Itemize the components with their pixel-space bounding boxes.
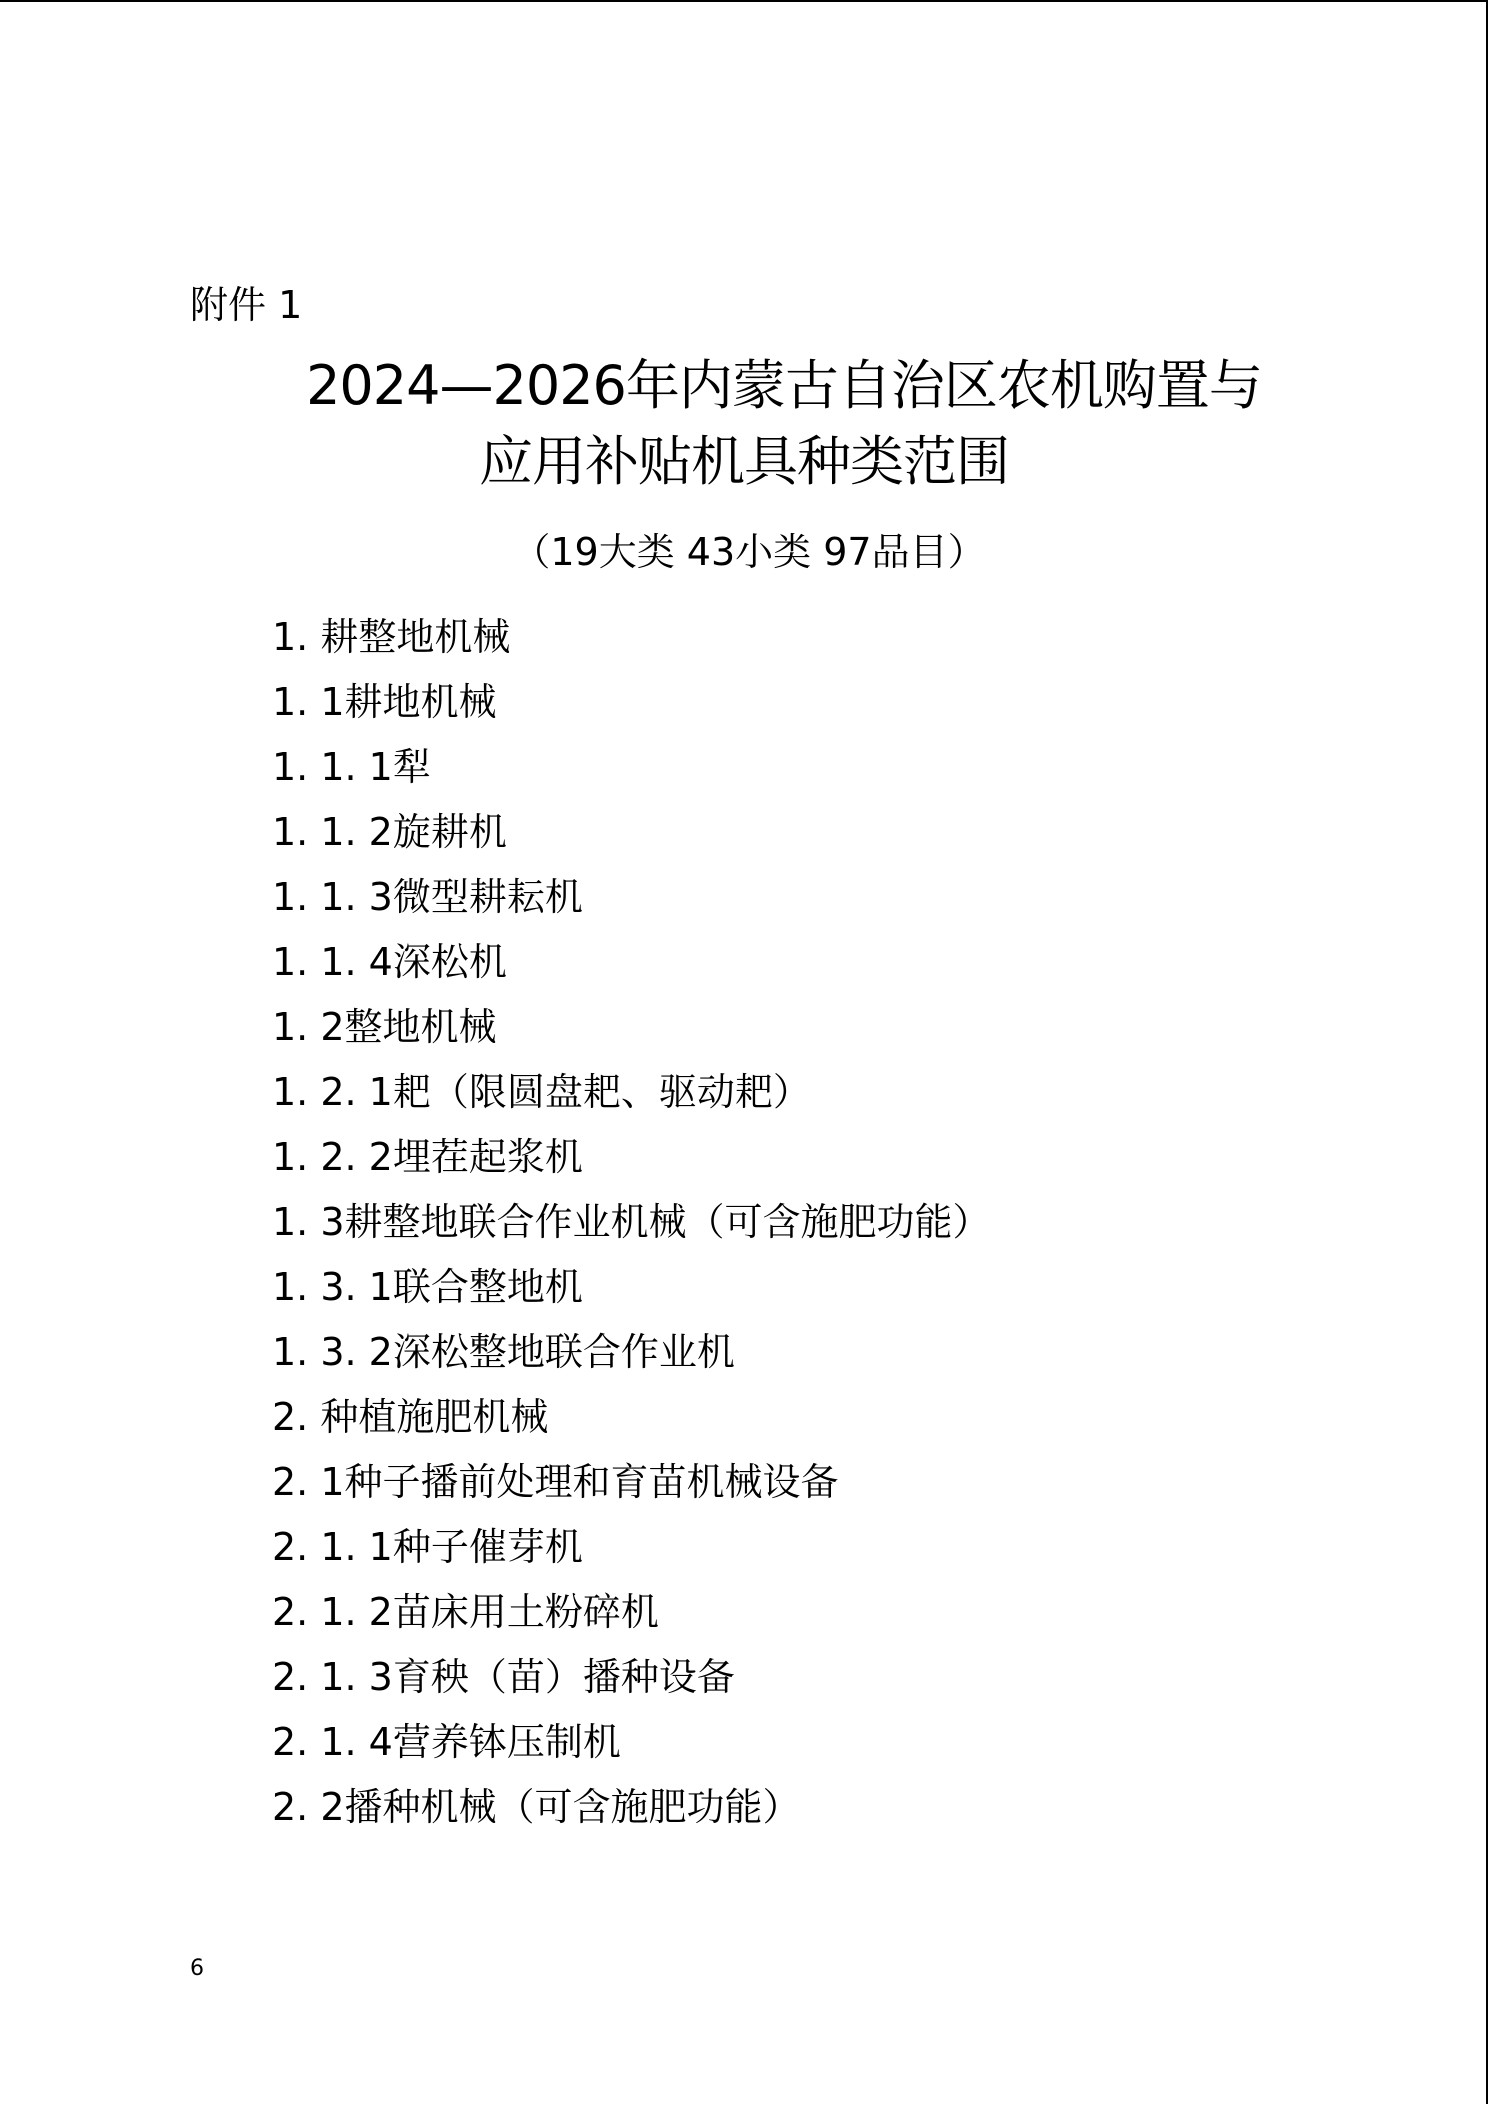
document-title (0, 348, 1488, 500)
attachment-label: 附件 1 (190, 283, 303, 327)
catalog-item: 1. 1. 2旋耕机 (272, 810, 507, 854)
catalog-item: 1. 耕整地机械 (272, 615, 511, 659)
catalog-item: 1. 3耕整地联合作业机械（可含施肥功能） (272, 1200, 991, 1244)
catalog-item: 1. 1. 1犁 (272, 745, 431, 789)
catalog-item: 2. 1. 2苗床用土粉碎机 (272, 1590, 659, 1634)
catalog-item: 2. 种植施肥机械 (272, 1395, 549, 1439)
catalog-list (272, 607, 991, 1842)
catalog-item: 2. 1种子播前处理和育苗机械设备 (272, 1460, 839, 1504)
catalog-item: 2. 2播种机械（可含施肥功能） (272, 1785, 801, 1829)
catalog-item: 1. 1. 4深松机 (272, 940, 507, 984)
catalog-item: 2. 1. 3育秧（苗）播种设备 (272, 1655, 735, 1699)
catalog-item: 1. 2整地机械 (272, 1005, 497, 1049)
document-subtitle: （19大类 43小类 97品目） (512, 530, 986, 574)
catalog-item: 2. 1. 1种子催芽机 (272, 1525, 583, 1569)
title-line-2: 应用补贴机具种类范围 (479, 430, 1009, 493)
page-number: 6 (190, 1956, 204, 1981)
title-line-1: 2024—2026年内蒙古自治区农机购置与 (306, 354, 1262, 417)
catalog-item: 1. 1. 3微型耕耘机 (272, 875, 583, 919)
catalog-item: 2. 1. 4营养钵压制机 (272, 1720, 621, 1764)
catalog-item: 1. 1耕地机械 (272, 680, 497, 724)
catalog-item: 1. 2. 2埋茬起浆机 (272, 1135, 583, 1179)
catalog-item: 1. 3. 2深松整地联合作业机 (272, 1330, 735, 1374)
catalog-item: 1. 3. 1联合整地机 (272, 1265, 583, 1309)
catalog-item: 1. 2. 1耙（限圆盘耙、驱动耙） (272, 1070, 811, 1114)
